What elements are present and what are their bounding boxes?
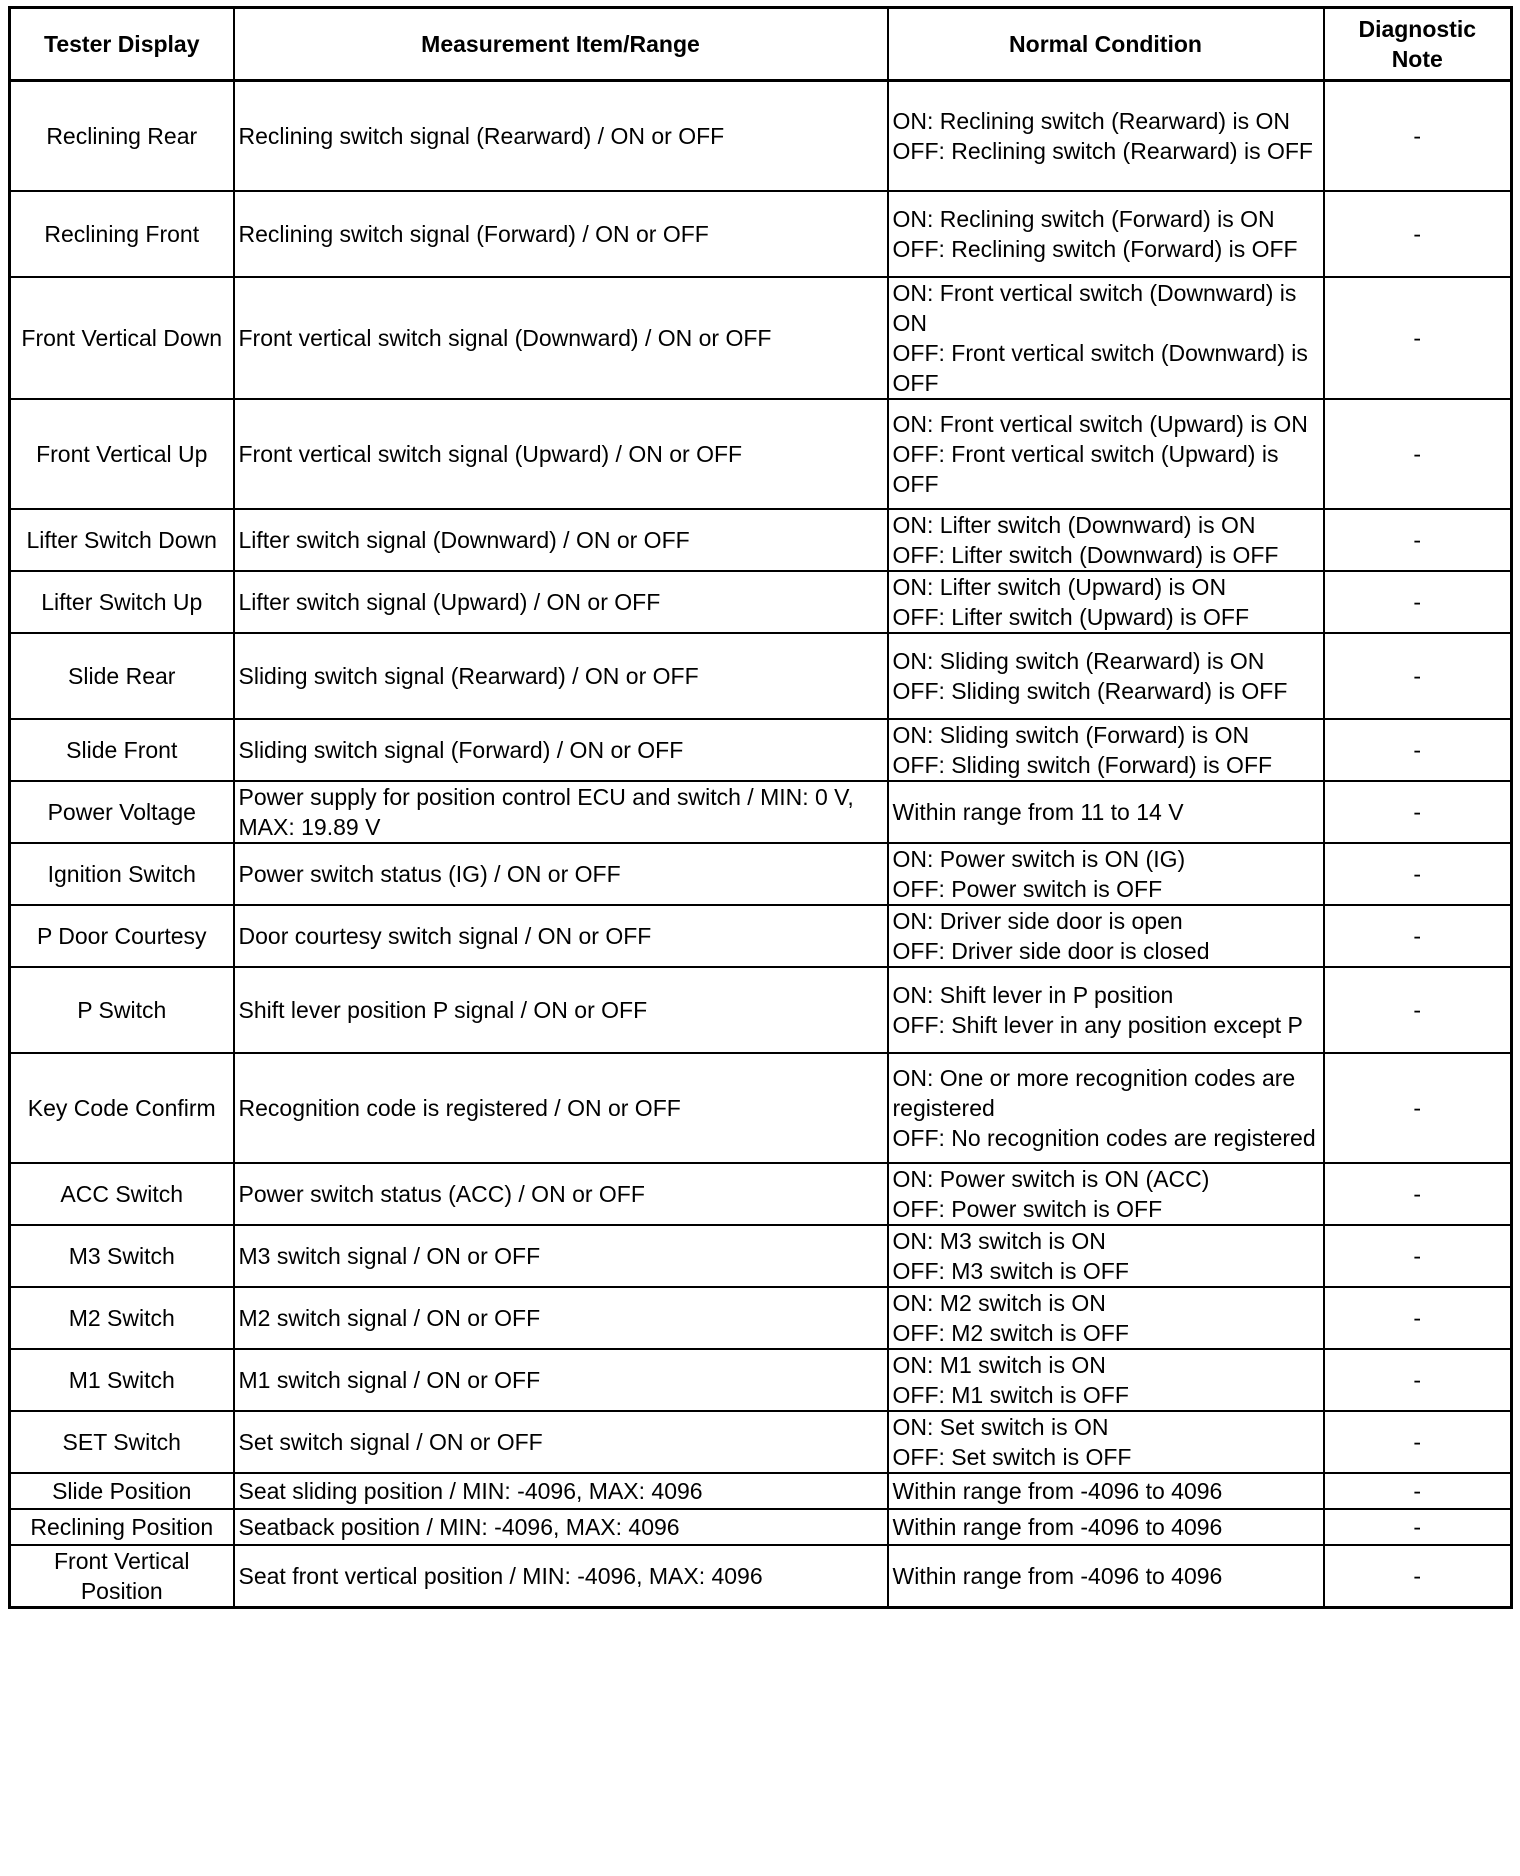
table-row (10, 1225, 1512, 1287)
normal-condition-line: OFF: No recognition codes are registered (892, 1124, 1316, 1151)
normal-condition-line: ON: M2 switch is ON (892, 1289, 1106, 1316)
cell-measurement-item: Shift lever position P signal / ON or OFF (234, 967, 888, 1053)
cell-normal-condition (888, 571, 1324, 633)
cell-tester-display: Front Vertical Position (10, 1545, 234, 1608)
cell-normal-condition (888, 1349, 1324, 1411)
cell-normal-condition (888, 905, 1324, 967)
data-list-table-container (8, 6, 1510, 1609)
cell-normal-condition (888, 843, 1324, 905)
cell-diagnostic-note: - (1324, 1411, 1512, 1473)
cell-diagnostic-note: - (1324, 1287, 1512, 1349)
table-body (10, 81, 1512, 1608)
cell-tester-display: M2 Switch (10, 1287, 234, 1349)
table-row (10, 843, 1512, 905)
cell-measurement-item: Recognition code is registered / ON or OFF (234, 1053, 888, 1163)
header-diagnostic-note (1324, 8, 1512, 81)
cell-diagnostic-note: - (1324, 571, 1512, 633)
header-tester-display: Tester Display (10, 8, 234, 81)
cell-diagnostic-note: - (1324, 509, 1512, 571)
normal-condition-line: OFF: Front vertical switch (Upward) is OFF (892, 440, 1279, 497)
normal-condition-line: OFF: Front vertical switch (Downward) is OFF (892, 339, 1308, 396)
cell-normal-condition (888, 1473, 1324, 1509)
cell-normal-condition (888, 509, 1324, 571)
cell-normal-condition (888, 1545, 1324, 1608)
cell-diagnostic-note: - (1324, 81, 1512, 191)
cell-diagnostic-note: - (1324, 905, 1512, 967)
cell-measurement-item: Reclining switch signal (Rearward) / ON or OFF (234, 81, 888, 191)
table-row (10, 571, 1512, 633)
normal-condition-line: ON: Front vertical switch (Upward) is ON (892, 410, 1308, 437)
cell-tester-display: M3 Switch (10, 1225, 234, 1287)
normal-condition-line: OFF: Power switch is OFF (892, 875, 1163, 902)
normal-condition-line: Within range from -4096 to 4096 (892, 1562, 1223, 1589)
table-row (10, 719, 1512, 781)
normal-condition-line: OFF: Power switch is OFF (892, 1195, 1163, 1222)
cell-diagnostic-note: - (1324, 1509, 1512, 1545)
cell-measurement-item: Door courtesy switch signal / ON or OFF (234, 905, 888, 967)
cell-measurement-item: M3 switch signal / ON or OFF (234, 1225, 888, 1287)
cell-tester-display: Front Vertical Down (10, 277, 234, 399)
cell-tester-display: Lifter Switch Down (10, 509, 234, 571)
normal-condition-line: ON: Set switch is ON (892, 1413, 1109, 1440)
cell-tester-display: Lifter Switch Up (10, 571, 234, 633)
cell-diagnostic-note: - (1324, 967, 1512, 1053)
table-row (10, 1509, 1512, 1545)
cell-tester-display: Slide Rear (10, 633, 234, 719)
normal-condition-line: ON: Lifter switch (Downward) is ON (892, 511, 1256, 538)
cell-normal-condition (888, 1287, 1324, 1349)
normal-condition-line: OFF: M2 switch is OFF (892, 1319, 1129, 1346)
cell-tester-display: Slide Front (10, 719, 234, 781)
cell-measurement-item: Power switch status (IG) / ON or OFF (234, 843, 888, 905)
table-row (10, 967, 1512, 1053)
cell-normal-condition (888, 1411, 1324, 1473)
cell-tester-display: Front Vertical Up (10, 399, 234, 509)
normal-condition-line: ON: One or more recognition codes are registered (892, 1064, 1296, 1121)
header-diagnostic-note-line2: Note (1391, 46, 1443, 72)
cell-diagnostic-note: - (1324, 1473, 1512, 1509)
normal-condition-line: ON: Sliding switch (Rearward) is ON (892, 647, 1265, 674)
normal-condition-line: ON: Driver side door is open (892, 907, 1183, 934)
normal-condition-line: OFF: Lifter switch (Upward) is OFF (892, 603, 1250, 630)
cell-tester-display: Ignition Switch (10, 843, 234, 905)
cell-measurement-item: Sliding switch signal (Rearward) / ON or OFF (234, 633, 888, 719)
cell-diagnostic-note: - (1324, 843, 1512, 905)
table-row (10, 399, 1512, 509)
cell-normal-condition (888, 1053, 1324, 1163)
cell-tester-display: Reclining Position (10, 1509, 234, 1545)
cell-measurement-item: Seat sliding position / MIN: -4096, MAX: 4096 (234, 1473, 888, 1509)
cell-measurement-item: Front vertical switch signal (Upward) / ON or OFF (234, 399, 888, 509)
cell-measurement-item: Power supply for position control ECU and switch / MIN: 0 V, MAX: 19.89 V (234, 781, 888, 843)
normal-condition-line: ON: Power switch is ON (IG) (892, 845, 1186, 872)
cell-measurement-item: Set switch signal / ON or OFF (234, 1411, 888, 1473)
cell-diagnostic-note: - (1324, 1053, 1512, 1163)
table-row (10, 633, 1512, 719)
normal-condition-line: OFF: Reclining switch (Forward) is OFF (892, 235, 1298, 262)
normal-condition-line: OFF: M1 switch is OFF (892, 1381, 1129, 1408)
cell-normal-condition (888, 1163, 1324, 1225)
cell-diagnostic-note: - (1324, 781, 1512, 843)
cell-measurement-item: Lifter switch signal (Downward) / ON or OFF (234, 509, 888, 571)
table-row (10, 905, 1512, 967)
cell-tester-display: Reclining Rear (10, 81, 234, 191)
normal-condition-line: ON: Lifter switch (Upward) is ON (892, 573, 1227, 600)
cell-measurement-item: M2 switch signal / ON or OFF (234, 1287, 888, 1349)
normal-condition-line: OFF: Set switch is OFF (892, 1443, 1132, 1470)
table-row (10, 1473, 1512, 1509)
normal-condition-line: Within range from 11 to 14 V (892, 798, 1184, 825)
cell-tester-display: M1 Switch (10, 1349, 234, 1411)
cell-diagnostic-note: - (1324, 1349, 1512, 1411)
cell-normal-condition (888, 277, 1324, 399)
table-row (10, 1287, 1512, 1349)
cell-diagnostic-note: - (1324, 191, 1512, 277)
cell-measurement-item: Seatback position / MIN: -4096, MAX: 4096 (234, 1509, 888, 1545)
cell-normal-condition (888, 399, 1324, 509)
table-row (10, 509, 1512, 571)
table-row (10, 781, 1512, 843)
normal-condition-line: ON: Shift lever in P position (892, 981, 1174, 1008)
normal-condition-line: ON: Front vertical switch (Downward) is ON (892, 279, 1297, 336)
normal-condition-line: Within range from -4096 to 4096 (892, 1477, 1223, 1504)
normal-condition-line: OFF: Lifter switch (Downward) is OFF (892, 541, 1279, 568)
normal-condition-line: OFF: M3 switch is OFF (892, 1257, 1129, 1284)
cell-diagnostic-note: - (1324, 399, 1512, 509)
normal-condition-line: ON: M3 switch is ON (892, 1227, 1106, 1254)
cell-normal-condition (888, 1509, 1324, 1545)
cell-tester-display: ACC Switch (10, 1163, 234, 1225)
cell-tester-display: Slide Position (10, 1473, 234, 1509)
cell-diagnostic-note: - (1324, 633, 1512, 719)
table-row (10, 1053, 1512, 1163)
cell-normal-condition (888, 719, 1324, 781)
cell-tester-display: P Switch (10, 967, 234, 1053)
cell-tester-display: SET Switch (10, 1411, 234, 1473)
cell-measurement-item: Front vertical switch signal (Downward) / ON or OFF (234, 277, 888, 399)
table-row (10, 191, 1512, 277)
data-list-table (8, 6, 1513, 1609)
cell-normal-condition (888, 633, 1324, 719)
normal-condition-line: ON: Reclining switch (Rearward) is ON (892, 107, 1290, 134)
cell-tester-display: Key Code Confirm (10, 1053, 234, 1163)
normal-condition-line: ON: M1 switch is ON (892, 1351, 1106, 1378)
normal-condition-line: OFF: Sliding switch (Forward) is OFF (892, 751, 1273, 778)
cell-normal-condition (888, 191, 1324, 277)
cell-measurement-item: Power switch status (ACC) / ON or OFF (234, 1163, 888, 1225)
normal-condition-line: OFF: Driver side door is closed (892, 937, 1210, 964)
cell-measurement-item: Seat front vertical position / MIN: -4096, MAX: 4096 (234, 1545, 888, 1608)
cell-normal-condition (888, 967, 1324, 1053)
normal-condition-line: ON: Power switch is ON (ACC) (892, 1165, 1210, 1192)
header-diagnostic-note-line1: Diagnostic (1358, 16, 1477, 42)
table-row (10, 1411, 1512, 1473)
cell-tester-display: P Door Courtesy (10, 905, 234, 967)
normal-condition-line: ON: Reclining switch (Forward) is ON (892, 205, 1275, 232)
cell-measurement-item: M1 switch signal / ON or OFF (234, 1349, 888, 1411)
normal-condition-line: Within range from -4096 to 4096 (892, 1513, 1223, 1540)
cell-diagnostic-note: - (1324, 1225, 1512, 1287)
table-row (10, 1163, 1512, 1225)
cell-measurement-item: Lifter switch signal (Upward) / ON or OFF (234, 571, 888, 633)
cell-diagnostic-note: - (1324, 719, 1512, 781)
cell-tester-display: Reclining Front (10, 191, 234, 277)
normal-condition-line: ON: Sliding switch (Forward) is ON (892, 721, 1250, 748)
cell-measurement-item: Sliding switch signal (Forward) / ON or OFF (234, 719, 888, 781)
cell-diagnostic-note: - (1324, 1163, 1512, 1225)
cell-diagnostic-note: - (1324, 1545, 1512, 1608)
normal-condition-line: OFF: Reclining switch (Rearward) is OFF (892, 137, 1313, 164)
cell-measurement-item: Reclining switch signal (Forward) / ON or OFF (234, 191, 888, 277)
header-measurement-item: Measurement Item/Range (234, 8, 888, 81)
cell-normal-condition (888, 1225, 1324, 1287)
cell-normal-condition (888, 81, 1324, 191)
table-row (10, 1349, 1512, 1411)
cell-diagnostic-note: - (1324, 277, 1512, 399)
table-header-row (10, 8, 1512, 81)
normal-condition-line: OFF: Sliding switch (Rearward) is OFF (892, 677, 1288, 704)
table-row (10, 277, 1512, 399)
cell-tester-display: Power Voltage (10, 781, 234, 843)
table-row (10, 81, 1512, 191)
table-row (10, 1545, 1512, 1608)
cell-normal-condition (888, 781, 1324, 843)
header-normal-condition: Normal Condition (888, 8, 1324, 81)
normal-condition-line: OFF: Shift lever in any position except P (892, 1011, 1303, 1038)
